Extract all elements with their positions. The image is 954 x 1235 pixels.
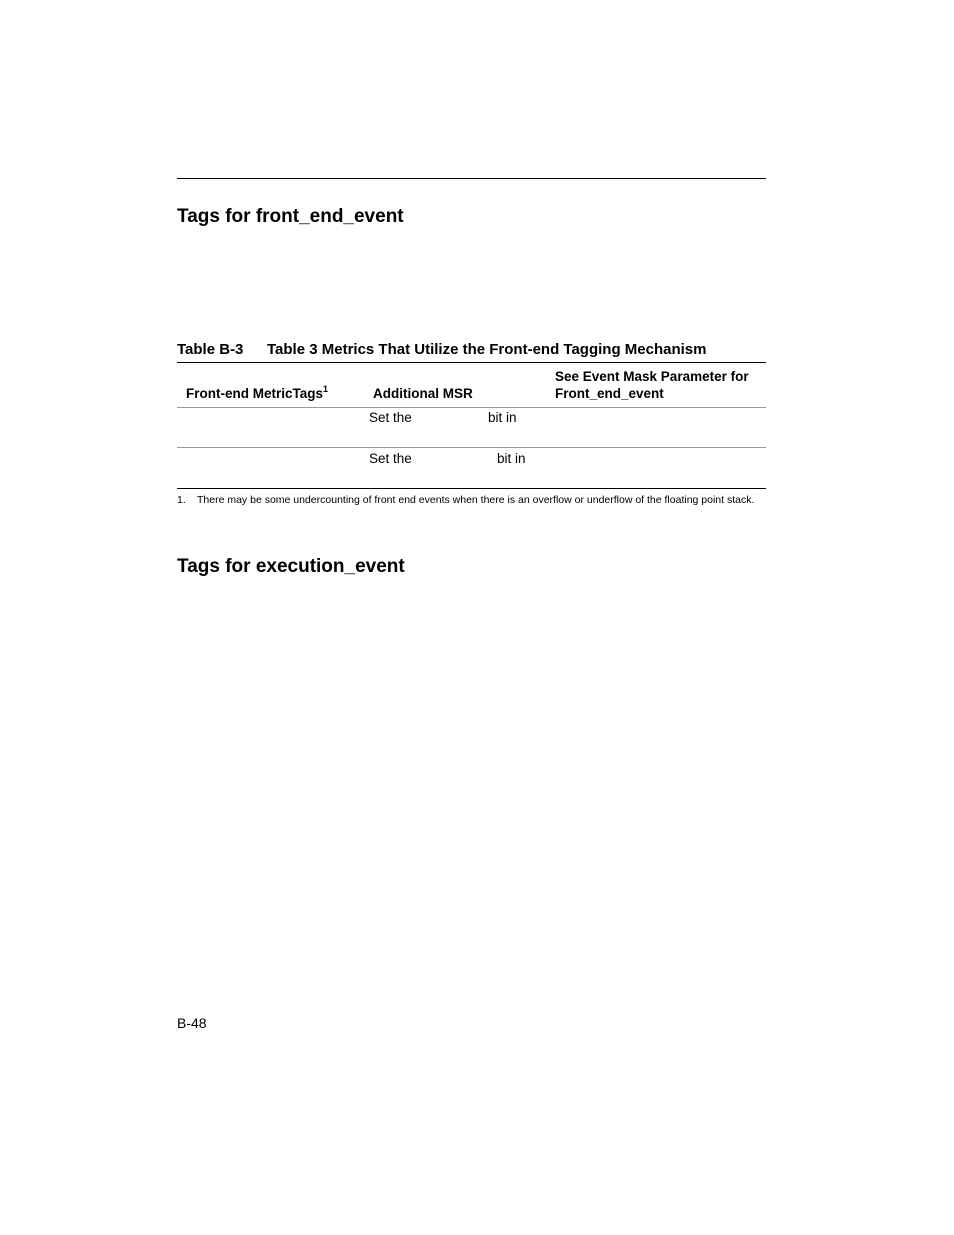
table-row-rule <box>177 447 766 448</box>
column-header-front-end-metric-tags <box>186 385 328 402</box>
column-header-line: See Event Mask Parameter for <box>555 369 749 384</box>
column-header-line: Front_end_event <box>555 386 664 401</box>
table-caption-number: Table B-3 <box>177 341 244 358</box>
footnote-reference: 1 <box>323 384 329 394</box>
footnote-text: There may be some undercounting of front end events when there is an overflow or underflow of the floating point stack. <box>197 494 755 506</box>
table-bottom-rule <box>177 488 766 489</box>
table-top-rule <box>177 362 766 363</box>
table-header-rule <box>177 407 766 408</box>
table-footnote <box>177 493 757 507</box>
column-header-event-mask <box>555 368 749 402</box>
table-caption <box>177 341 707 358</box>
page-number: B-48 <box>177 1015 207 1031</box>
table-cell-msr-suffix: bit in <box>497 451 526 466</box>
footnote-number: 1. <box>177 494 186 506</box>
table-cell-msr-suffix: bit in <box>488 410 517 425</box>
column-header-label: Front-end MetricTags <box>186 386 324 401</box>
table-cell-msr-prefix: Set the <box>369 451 412 466</box>
section-heading-execution: Tags for execution_event <box>177 556 405 577</box>
header-rule <box>177 178 766 179</box>
table-caption-title: Table 3 Metrics That Utilize the Front-end Tagging Mechanism <box>267 341 707 358</box>
section-heading-front-end: Tags for front_end_event <box>177 206 404 227</box>
table-cell-msr-prefix: Set the <box>369 410 412 425</box>
column-header-additional-msr: Additional MSR <box>373 386 473 401</box>
